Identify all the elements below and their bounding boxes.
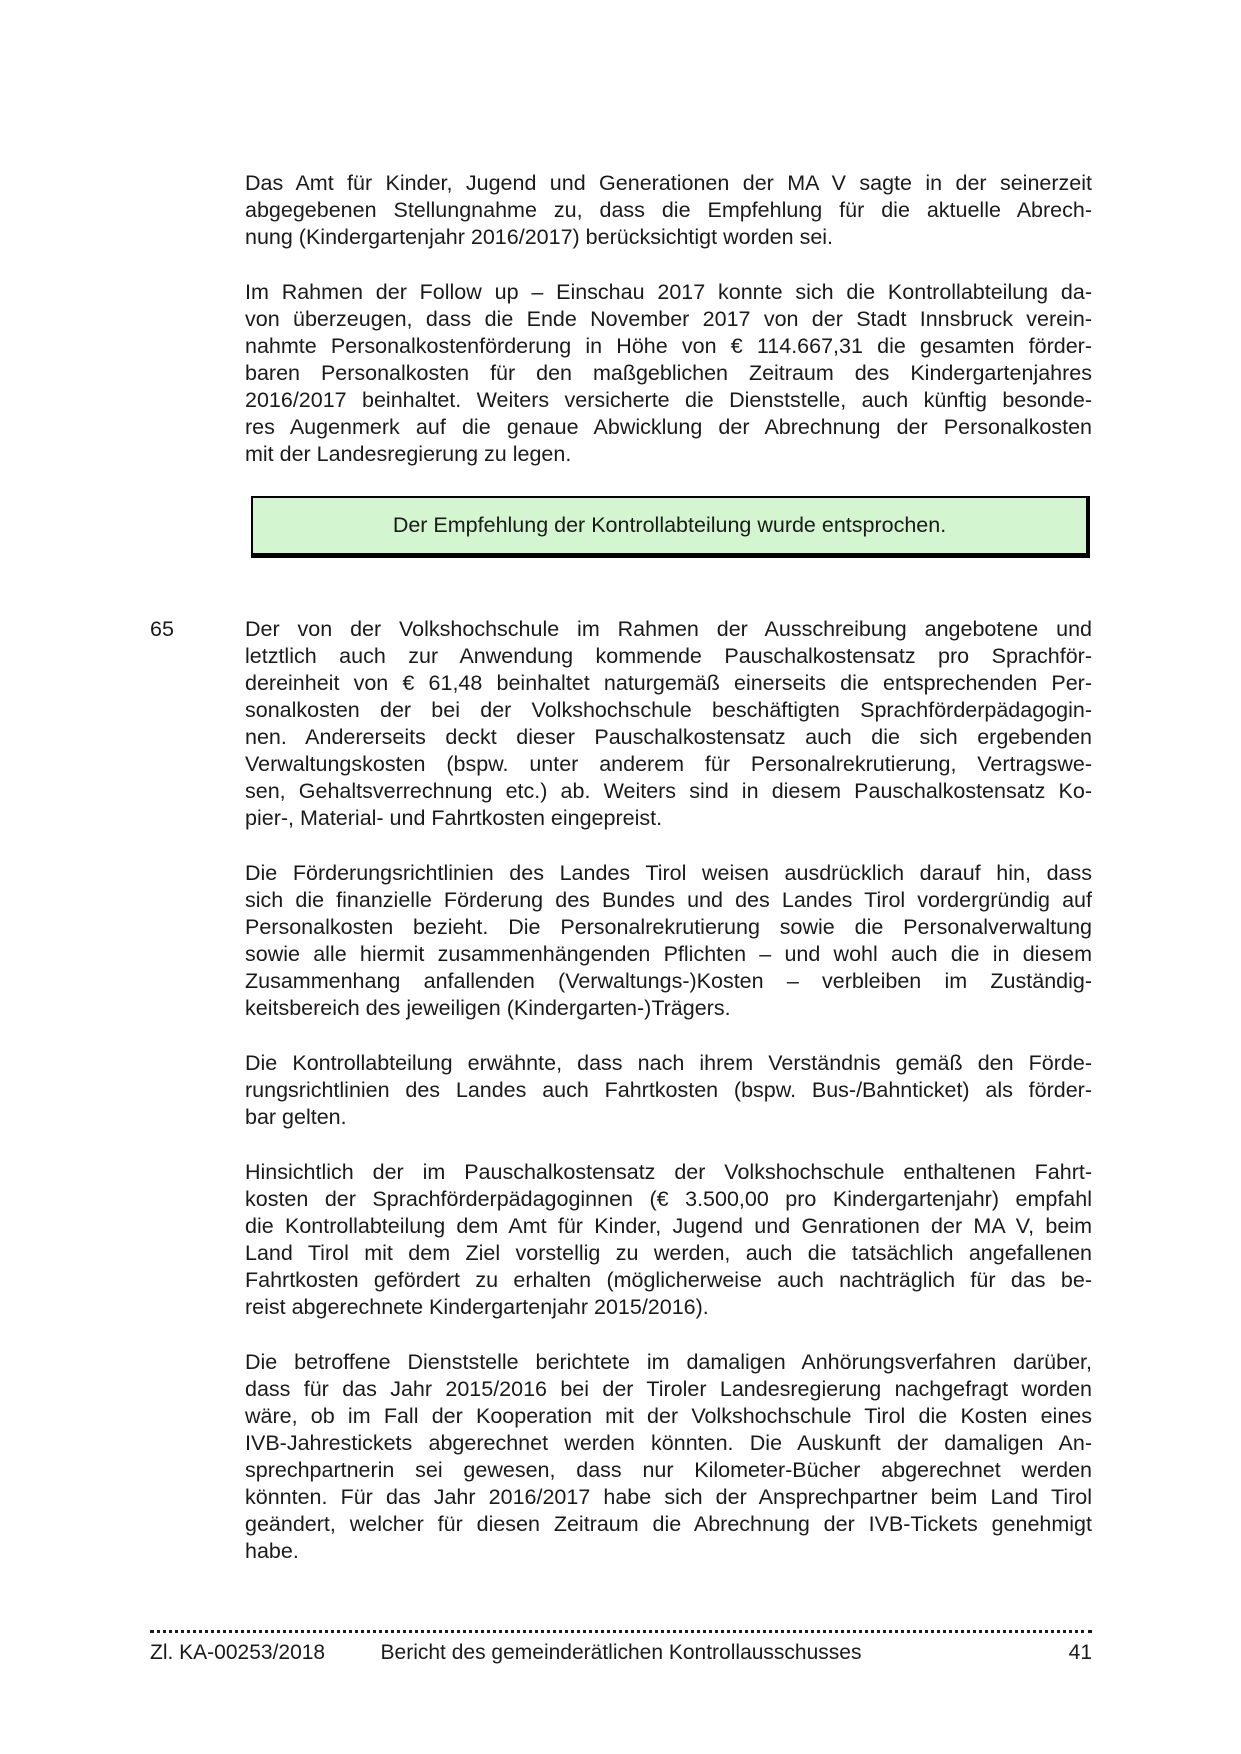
text-line: dereinheit von € 61,48 beinhaltet naturgemäß einerseits die entsprechenden Per- [245, 671, 1092, 695]
text-line: geändert, welcher für diesen Zeitraum die Abrechnung der IVB-Tickets genehmigt [245, 1512, 1092, 1536]
text-line: sen, Gehaltsverrechnung etc.) ab. Weiters sind in diesem Pauschalkostensatz Ko- [245, 779, 1092, 803]
text-line: Personalkosten bezieht. Die Personalrekrutierung sowie die Personalverwaltung [245, 915, 1092, 939]
text-line: baren Personalkosten für den maßgeblichen Zeitraum des Kindergartenjahres [245, 361, 1092, 385]
text-line: nung (Kindergartenjahr 2016/2017) berücksichtigt worden sei. [245, 225, 834, 249]
text-line: Verwaltungskosten (bspw. unter anderem für Personalrekrutierung, Vertragswe- [245, 752, 1092, 776]
text-line: sich die finanzielle Förderung des Bundes und des Landes Tirol vordergründig auf [245, 888, 1092, 912]
text-line: die Kontrollabteilung dem Amt für Kinder, Jugend und Genrationen der MA V, beim [245, 1214, 1092, 1238]
document-body [150, 170, 1092, 1593]
text-line: keitsbereich des jeweiligen (Kindergarten-)Trägers. [245, 996, 731, 1020]
text-line: habe. [245, 1539, 299, 1563]
text-line: Das Amt für Kinder, Jugend und Generationen der MA V sagte in der seinerzeit [245, 171, 1092, 195]
text-line: IVB-Jahrestickets abgerechnet werden könnten. Die Auskunft der damaligen An- [245, 1431, 1092, 1455]
paragraph [245, 860, 1092, 1022]
text-line: von überzeugen, dass die Ende November 2017 von der Stadt Innsbruck verein- [245, 307, 1092, 331]
text-line: nahmte Personalkostenförderung in Höhe von € 114.667,31 die gesamten förder- [245, 334, 1092, 358]
text-line: nen. Andererseits deckt dieser Pauschalkostensatz auch die sich ergebenden [245, 725, 1092, 749]
text-line: 2016/2017 beinhaltet. Weiters versicherte die Dienststelle, auch künftig besonde- [245, 388, 1092, 412]
paragraph [245, 1050, 1092, 1131]
paragraph [245, 279, 1092, 468]
text-line: res Augenmerk auf die genaue Abwicklung der Abrechnung der Personalkosten [245, 415, 1092, 439]
text-line: reist abgerechnete Kindergartenjahr 2015/2016). [245, 1295, 709, 1319]
text-line: dass für das Jahr 2015/2016 bei der Tiroler Landesregierung nachgefragt worden [245, 1377, 1092, 1401]
text-line: pier-, Material- und Fahrtkosten eingepreist. [245, 806, 663, 830]
text-line: wäre, ob im Fall der Kooperation mit der Volkshochschule Tirol die Kosten eines [245, 1404, 1092, 1428]
text-line: rungsrichtlinien des Landes auch Fahrtkosten (bspw. Bus-/Bahnticket) als förder- [245, 1078, 1092, 1102]
text-line: sonalkosten der bei der Volkshochschule beschäftigten Sprachförderpädagogin- [245, 698, 1092, 722]
recommendation-text: Der Empfehlung der Kontrollabteilung wurde entsprochen. [392, 513, 947, 537]
paragraph [245, 1349, 1092, 1565]
paragraph [150, 616, 1092, 832]
paragraph-number: 65 [150, 617, 174, 641]
footer-reference: Zl. KA-00253/2018 [150, 1641, 326, 1664]
text-line: Die Kontrollabteilung erwähnte, dass nach ihrem Verständnis gemäß den Förde- [245, 1051, 1092, 1075]
text-line: abgegebenen Stellungnahme zu, dass die Empfehlung für die aktuelle Abrech- [245, 198, 1092, 222]
text-line: Der von der Volkshochschule im Rahmen der Ausschreibung angebotene und [245, 617, 1092, 641]
text-line: Zusammenhang anfallenden (Verwaltungs-)Kosten – verbleiben im Zuständig- [245, 969, 1092, 993]
text-line: sowie alle hiermit zusammenhängenden Pflichten – und wohl auch die in diesem [245, 942, 1092, 966]
recommendation-box [251, 496, 1090, 558]
paragraph [245, 170, 1092, 251]
text-line: Die Förderungsrichtlinien des Landes Tirol weisen ausdrücklich darauf hin, dass [245, 861, 1092, 885]
paragraph [245, 1159, 1092, 1321]
page-footer [150, 1630, 1092, 1665]
footer-title: Bericht des gemeinderätlichen Kontrollausschusses [380, 1641, 862, 1664]
text-line: Im Rahmen der Follow up – Einschau 2017 konnte sich die Kontrollabteilung da- [245, 280, 1092, 304]
text-line: Hinsichtlich der im Pauschalkostensatz der Volkshochschule enthaltenen Fahrt- [245, 1160, 1092, 1184]
text-line: letztlich auch zur Anwendung kommende Pauschalkostensatz pro Sprachför- [245, 644, 1092, 668]
text-line: kosten der Sprachförderpädagoginnen (€ 3.500,00 pro Kindergartenjahr) empfahl [245, 1187, 1092, 1211]
text-line: könnten. Für das Jahr 2016/2017 habe sich der Ansprechpartner beim Land Tirol [245, 1485, 1092, 1509]
text-line: Die betroffene Dienststelle berichtete im damaligen Anhörungsverfahren darüber, [245, 1350, 1092, 1374]
text-line: bar gelten. [245, 1105, 347, 1129]
text-line: sprechpartnerin sei gewesen, dass nur Kilometer-Bücher abgerechnet werden [245, 1458, 1092, 1482]
page-number: 41 [1068, 1641, 1092, 1664]
footer-row [150, 1641, 1092, 1665]
text-line: mit der Landesregierung zu legen. [245, 442, 572, 466]
footer-divider [150, 1630, 1092, 1633]
text-line: Land Tirol mit dem Ziel vorstellig zu werden, auch die tatsächlich angefallenen [245, 1241, 1092, 1265]
text-line: Fahrtkosten gefördert zu erhalten (möglicherweise auch nachträglich für das be- [245, 1268, 1092, 1292]
